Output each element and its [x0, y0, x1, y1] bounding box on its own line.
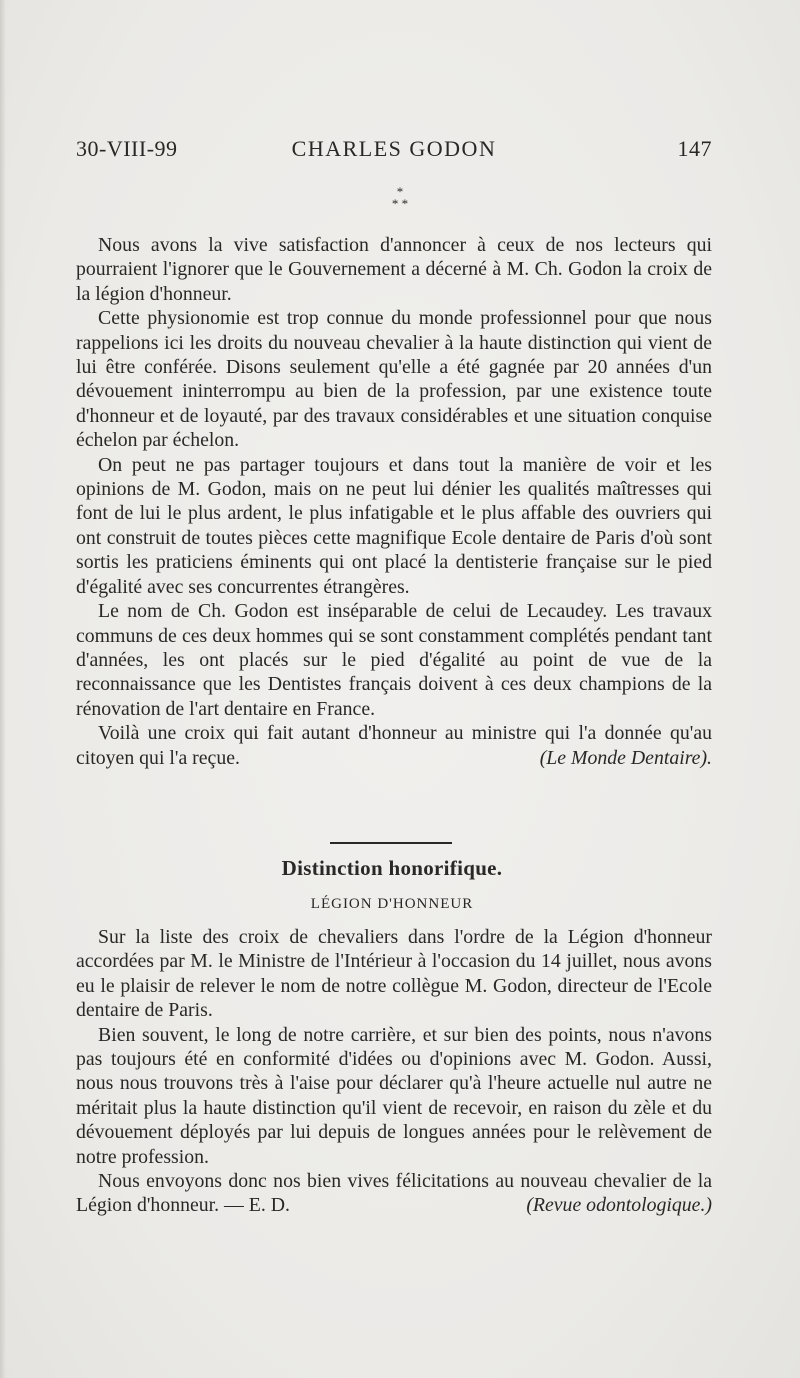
article-legion-honneur-announcement	[76, 233, 712, 770]
page-number: 147	[677, 136, 712, 161]
asterism-bottom: * *	[391, 196, 409, 211]
asterism-top: *	[396, 184, 404, 199]
paragraph: Cette physionomie est trop connue du monde professionnel pour que nous rappelions ici les droits du nouveau chevalier à la haute distinction qui vient de lui être conférée. Disons seulement qu'elle a été gagnée par 20 années d'un dévouement ininterrompu au bien de la profession, par une existence toute d'honneur et de loyauté, par des travaux considérables et une situation conquise échelon par échelon.	[76, 307, 712, 452]
closing-paragraph	[76, 721, 712, 770]
source-citation: (Le Monde Dentaire).	[539, 746, 712, 769]
paragraph: Nous avons la vive satisfaction d'annoncer à ceux de nos lecteurs qui pourraient l'ignorer que le Gouvernement a décerné à M. Ch. Godon la croix de la légion d'honneur.	[76, 234, 712, 305]
closing-paragraph	[76, 1169, 712, 1218]
asterism-ornament	[0, 186, 800, 210]
paragraph: On peut ne pas partager toujours et dans tout la manière de voir et les opinions de M. Godon, mais on ne peut lui dénier les qualités maîtresses qui font de lui le plus ardent, le plus infatigable et le plus affable des ouvriers qui ont construit de toutes pièces cette magnifique Ecole dentaire de Paris d'où sont sortis les praticiens éminents qui ont placé la dentisterie française sur le pied d'égalité avec ses concurrentes étrangères.	[76, 453, 712, 598]
section-heading: Distinction honorifique.	[281, 856, 503, 880]
section-subheading: LÉGION D'HONNEUR	[310, 896, 474, 912]
paragraph: Bien souvent, le long de notre carrière, et sur bien des points, nous n'avons pas toujours été en conformité d'idées ou d'opinions avec M. Godon. Aussi, nous nous trouvons très à l'aise pour déclarer qu'à l'heure actuelle nul autre ne méritait plus la haute distinction qu'il vient de recevoir, en raison du zèle et du dévouement déployés par lui depuis de longues années pour le relèvement de notre profession.	[76, 1023, 712, 1168]
section-divider	[330, 842, 452, 844]
running-head-title: CHARLES GODON	[291, 136, 497, 161]
paragraph: Sur la liste des croix de chevaliers dans l'ordre de la Légion d'honneur accordées par M. le Ministre de l'Intérieur à l'occasion du 14 juillet, nous avons eu le plaisir de relever le nom de notre collègue M. Godon, directeur de l'Ecole dentaire de Paris.	[76, 926, 712, 1022]
closing-text: Voilà une croix qui fait autant d'honneur au ministre qui l'a donnée qu'au citoyen qui l'a reçue.	[76, 722, 712, 769]
closing-text: Nous envoyons donc nos bien vives félicitations au nouveau chevalier de la Légion d'honneur. — E. D.	[76, 1170, 712, 1217]
paragraph: Le nom de Ch. Godon est inséparable de celui de Lecaudey. Les travaux communs de ces deux hommes qui se sont constamment complétés pendant tant d'années, les ont placés sur le pied d'égalité au point de vue de la reconnaissance que les Dentistes français doivent à ces deux champions de la rénovation de l'art dentaire en France.	[76, 600, 712, 720]
running-head-date: 30-VIII-99	[76, 136, 178, 161]
running-head	[76, 136, 712, 170]
article-distinction-honorifique	[76, 925, 712, 1218]
source-citation: (Revue odontologique.)	[526, 1194, 712, 1217]
